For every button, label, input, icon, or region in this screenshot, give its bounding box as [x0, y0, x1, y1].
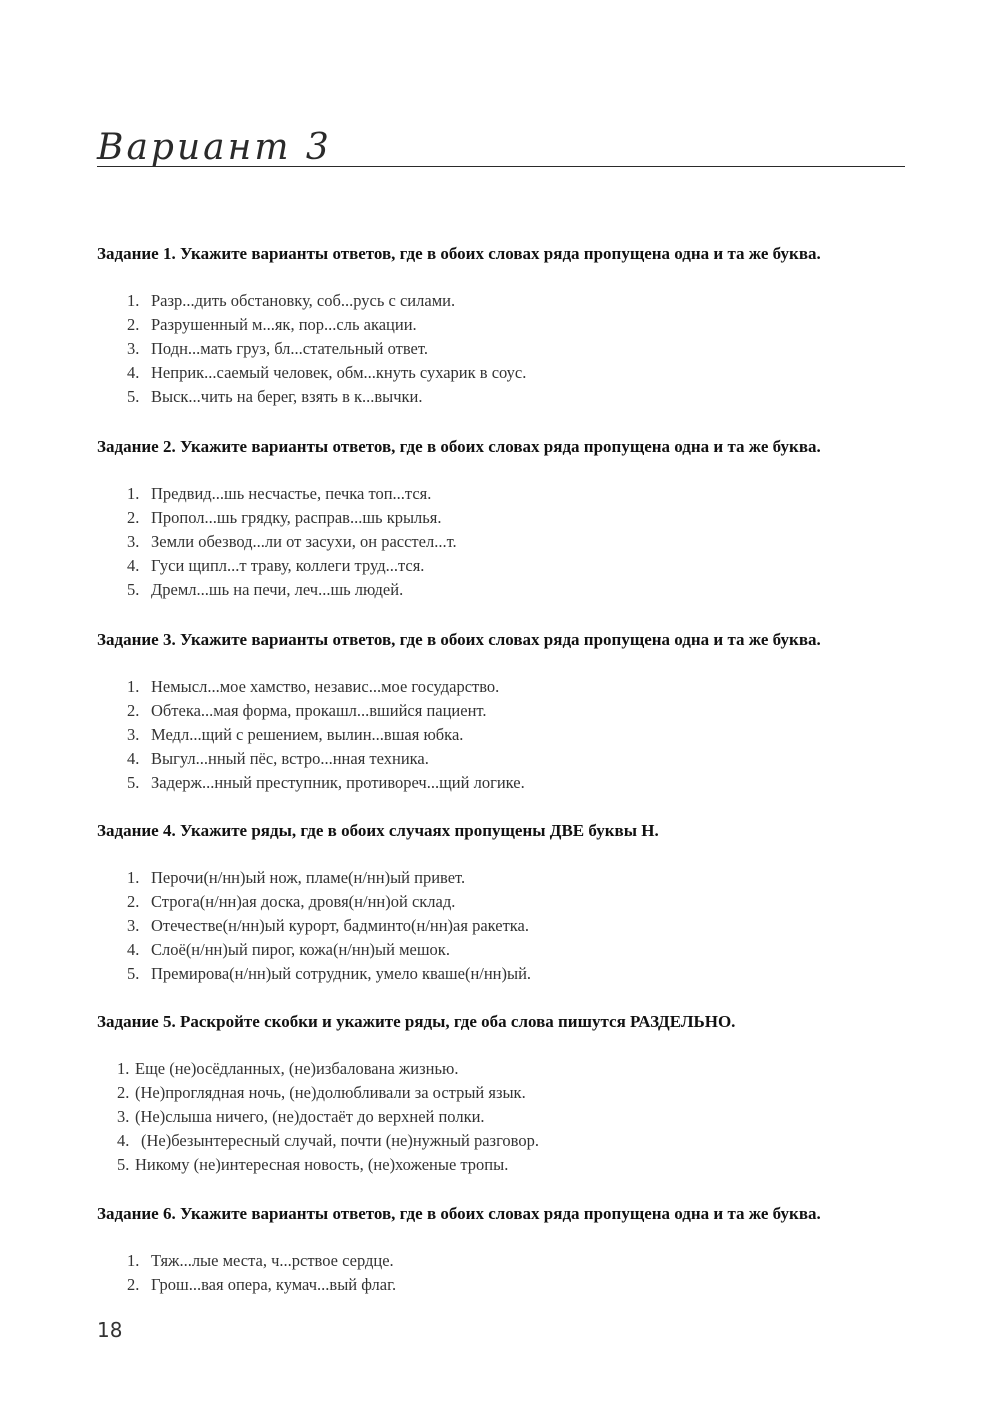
task-option — [97, 723, 917, 747]
task-option — [97, 337, 917, 361]
option-text: Выгул...нный пёс, встро...нная техника. — [151, 749, 429, 768]
option-number: 5. — [127, 580, 140, 599]
page-number: 18 — [97, 1318, 123, 1342]
option-text: Никому (не)интересная новость, (не)хоженые тропы. — [135, 1155, 509, 1174]
option-text: Слоё(н/нн)ый пирог, кожа(н/нн)ый мешок. — [151, 940, 450, 959]
option-number: 3. — [127, 532, 140, 551]
task-options — [97, 1057, 917, 1177]
option-number: 1. — [127, 1251, 140, 1270]
task-option — [97, 530, 917, 554]
task-heading: Задание 6. Укажите варианты ответов, где в обоих словах ряда пропущена одна и та же буква. — [97, 1204, 821, 1223]
task-option — [97, 385, 917, 409]
option-text: Неприк...саемый человек, обм...кнуть сухарик в соус. — [151, 363, 527, 382]
task-6 — [97, 1203, 917, 1297]
option-number: 1. — [127, 677, 140, 696]
option-text: Разр...дить обстановку, соб...русь с силами. — [151, 291, 456, 310]
task-option — [97, 313, 917, 337]
task-3 — [97, 629, 917, 795]
option-text: Немысл...мое хамство, независ...мое государство. — [151, 677, 500, 696]
option-text: Выск...чить на берег, взять в к...вычки. — [151, 387, 423, 406]
option-text: (Не)слыша ничего, (не)достаёт до верхней полки. — [135, 1107, 485, 1126]
option-number: 3. — [127, 339, 140, 358]
task-options — [97, 1249, 917, 1297]
option-text: Задерж...нный преступник, противореч...щий логике. — [151, 773, 525, 792]
option-text: Строга(н/нн)ая доска, дровя(н/нн)ой склад. — [151, 892, 456, 911]
task-5 — [97, 1011, 917, 1177]
option-text: Еще (не)осёдланных, (не)избалована жизнью. — [135, 1059, 459, 1078]
option-number: 5. — [127, 773, 140, 792]
option-number: 3. — [127, 916, 140, 935]
option-number: 1. — [127, 868, 140, 887]
task-option — [97, 747, 917, 771]
task-options — [97, 482, 917, 602]
task-option — [97, 506, 917, 530]
option-number: 1. — [117, 1059, 130, 1078]
task-option — [97, 962, 917, 986]
option-number: 2. — [127, 701, 140, 720]
option-number: 2. — [127, 508, 140, 527]
task-options — [97, 289, 917, 409]
task-option — [97, 361, 917, 385]
option-text: Перочи(н/нн)ый нож, пламе(н/нн)ый привет. — [151, 868, 466, 887]
task-2 — [97, 436, 917, 602]
option-text: Тяж...лые места, ч...рствое сердце. — [151, 1251, 394, 1270]
task-heading: Задание 3. Укажите варианты ответов, где в обоих словах ряда пропущена одна и та же буква. — [97, 630, 821, 649]
task-option — [97, 890, 917, 914]
option-number: 1. — [127, 291, 140, 310]
option-text: (Не)проглядная ночь, (не)долюбливали за острый язык. — [135, 1083, 526, 1102]
task-option — [97, 771, 917, 795]
task-option — [97, 482, 917, 506]
option-text: Предвид...шь несчастье, печка топ...тся. — [151, 484, 432, 503]
option-number: 4. — [117, 1131, 130, 1150]
page-title: Вариант 3 — [97, 127, 332, 168]
option-number: 2. — [127, 1275, 140, 1294]
task-option — [97, 938, 917, 962]
option-number: 4. — [127, 749, 140, 768]
option-text: Дремл...шь на печи, леч...шь людей. — [151, 580, 404, 599]
option-text: Отечестве(н/нн)ый курорт, бадминто(н/нн)ая ракетка. — [151, 916, 530, 935]
option-text: Земли обезвод...ли от засухи, он расстел...т. — [151, 532, 457, 551]
task-heading: Задание 2. Укажите варианты ответов, где в обоих словах ряда пропущена одна и та же буква. — [97, 437, 821, 456]
task-options — [97, 675, 917, 795]
option-text: Грош...вая опера, кумач...вый флаг. — [151, 1275, 397, 1294]
option-text: Премирова(н/нн)ый сотрудник, умело кваше(н/нн)ый. — [151, 964, 532, 983]
option-number: 5. — [117, 1155, 130, 1174]
title-divider — [97, 166, 905, 167]
option-number: 3. — [117, 1107, 130, 1126]
option-number: 2. — [127, 892, 140, 911]
task-options — [97, 866, 917, 986]
task-heading: Задание 1. Укажите варианты ответов, где в обоих словах ряда пропущена одна и та же буква. — [97, 244, 821, 263]
task-option — [97, 1129, 917, 1153]
task-option — [97, 1273, 917, 1297]
task-option — [97, 1153, 917, 1177]
task-option — [97, 1057, 917, 1081]
option-number: 2. — [117, 1083, 130, 1102]
option-text: Разрушенный м...як, пор...сль акации. — [151, 315, 417, 334]
option-number: 4. — [127, 363, 140, 382]
task-option — [97, 1105, 917, 1129]
option-text: Гуси щипл...т траву, коллеги труд...тся. — [151, 556, 425, 575]
task-1 — [97, 243, 917, 409]
option-text: (Не)безынтересный случай, почти (не)нужный разговор. — [141, 1131, 539, 1150]
option-text: Подн...мать груз, бл...стательный ответ. — [151, 339, 428, 358]
option-number: 2. — [127, 315, 140, 334]
task-option — [97, 1081, 917, 1105]
option-text: Пропол...шь грядку, расправ...шь крылья. — [151, 508, 442, 527]
task-option — [97, 914, 917, 938]
option-number: 1. — [127, 484, 140, 503]
option-text: Обтека...мая форма, прокашл...вшийся пациент. — [151, 701, 487, 720]
option-number: 4. — [127, 940, 140, 959]
task-option — [97, 1249, 917, 1273]
option-number: 5. — [127, 387, 140, 406]
task-option — [97, 554, 917, 578]
task-option — [97, 866, 917, 890]
task-heading: Задание 5. Раскройте скобки и укажите ряды, где оба слова пишутся РАЗДЕЛЬНО. — [97, 1012, 736, 1031]
task-option — [97, 289, 917, 313]
task-option — [97, 699, 917, 723]
task-heading: Задание 4. Укажите ряды, где в обоих случаях пропущены ДВЕ буквы Н. — [97, 821, 659, 840]
option-text: Медл...щий с решением, вылин...вшая юбка. — [151, 725, 464, 744]
task-4 — [97, 820, 917, 986]
task-option — [97, 578, 917, 602]
option-number: 5. — [127, 964, 140, 983]
task-option — [97, 675, 917, 699]
option-number: 3. — [127, 725, 140, 744]
option-number: 4. — [127, 556, 140, 575]
